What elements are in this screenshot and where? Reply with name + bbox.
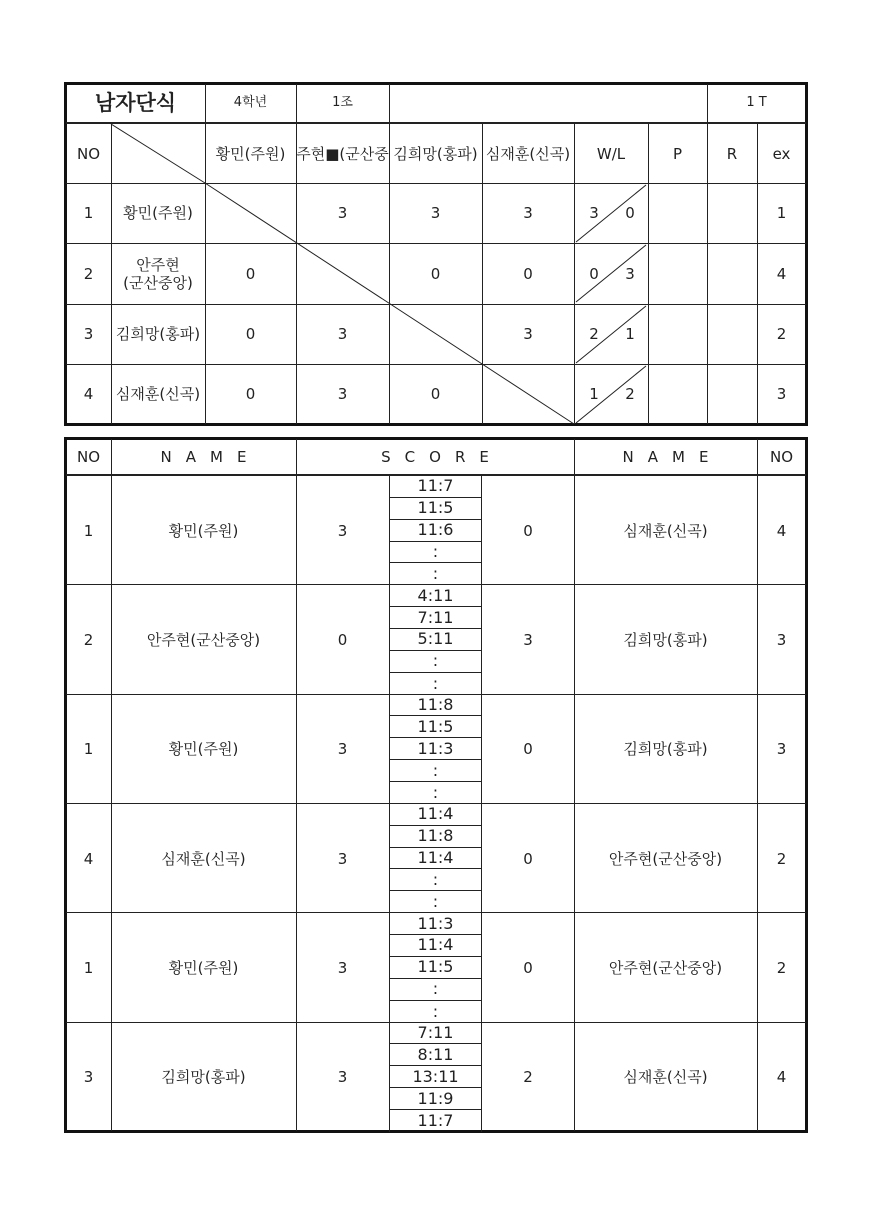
game-score: 11:5 bbox=[389, 498, 482, 520]
col-player-2: 주현■(군산중 bbox=[296, 144, 389, 163]
col-player-3: 김희망(홍파) bbox=[393, 144, 478, 163]
match-name-left: 황민(주원) bbox=[168, 740, 239, 759]
match-score-right: 3 bbox=[523, 630, 533, 649]
col-no: NO bbox=[76, 144, 101, 163]
col-r: R bbox=[726, 144, 738, 163]
game-score: 11:4 bbox=[389, 935, 482, 957]
rr-ex: 4 bbox=[776, 264, 787, 283]
col-player-1: 황민(주원) bbox=[215, 144, 286, 163]
rr-score: 0 bbox=[245, 264, 256, 283]
rr-row-no: 2 bbox=[83, 264, 94, 283]
game-score: 11:9 bbox=[389, 1088, 482, 1110]
game-score: 7:11 bbox=[389, 1023, 482, 1045]
match-name-right: 김희망(홍파) bbox=[623, 740, 708, 759]
game-score: 13:11 bbox=[389, 1066, 482, 1088]
col-wl: W/L bbox=[596, 144, 626, 163]
match-name-right: 김희망(홍파) bbox=[623, 630, 708, 649]
match-no-right: 4 bbox=[776, 521, 787, 540]
grade-label: 4학년 bbox=[233, 95, 268, 110]
game-score: : bbox=[389, 651, 482, 673]
game-score: 11:7 bbox=[389, 476, 482, 498]
game-score: : bbox=[432, 564, 439, 584]
game-score: 11:8 bbox=[389, 695, 482, 717]
match-no-left: 4 bbox=[83, 849, 94, 868]
rr-score: 3 bbox=[337, 204, 348, 222]
game-score: 11:3 bbox=[389, 738, 482, 760]
rr-wins: 3 bbox=[589, 204, 599, 222]
event-title: 남자단식 bbox=[94, 91, 177, 115]
rr-losses: 0 bbox=[625, 204, 635, 222]
rr-row-no: 3 bbox=[83, 325, 94, 343]
game-score: 11:4 bbox=[389, 804, 482, 826]
match-name-right: 안주현(군산중앙) bbox=[608, 958, 723, 977]
match-score-left: 3 bbox=[337, 849, 348, 868]
rr-ex: 2 bbox=[776, 325, 787, 343]
rr-row-name bbox=[111, 243, 205, 304]
game-score: 11:8 bbox=[389, 826, 482, 848]
match-no-right: 3 bbox=[776, 630, 787, 649]
rr-row-no: 4 bbox=[83, 385, 94, 403]
game-score: : bbox=[389, 760, 482, 782]
match-no-right: 2 bbox=[776, 849, 787, 868]
match-score-right: 2 bbox=[523, 1068, 533, 1087]
match-name-left: 황민(주원) bbox=[168, 958, 239, 977]
match-score-right: 0 bbox=[523, 849, 533, 868]
game-score: 11:7 bbox=[417, 1110, 454, 1130]
match-no-left: 1 bbox=[83, 958, 94, 977]
game-score: : bbox=[389, 542, 482, 564]
game-score: : bbox=[432, 892, 439, 912]
rr-row-name-line1: 안주현 bbox=[136, 255, 180, 274]
match-no-right: 4 bbox=[776, 1068, 787, 1087]
rr-score: 0 bbox=[245, 385, 256, 403]
match-name-left: 김희망(홍파) bbox=[161, 1068, 246, 1087]
match-score-right: 0 bbox=[523, 958, 533, 977]
game-score: 4:11 bbox=[389, 585, 482, 607]
game-score: 7:11 bbox=[389, 607, 482, 629]
col-player-4: 심재훈(신곡) bbox=[485, 144, 571, 163]
game-score: 11:4 bbox=[389, 848, 482, 870]
rr-losses: 3 bbox=[625, 264, 635, 283]
match-no-left: 3 bbox=[83, 1068, 94, 1087]
rr-row-no: 1 bbox=[83, 204, 94, 222]
rr-score: 3 bbox=[430, 204, 441, 222]
match-score-left: 0 bbox=[337, 630, 348, 649]
game-score: 5:11 bbox=[389, 629, 482, 651]
match-score-right: 0 bbox=[523, 740, 533, 759]
rr-losses: 2 bbox=[625, 385, 635, 403]
rr-row-name-line2: (군산중앙) bbox=[123, 273, 193, 292]
match-col-no-left: NO bbox=[76, 447, 101, 466]
rr-score: 3 bbox=[523, 204, 533, 222]
match-name-left: 심재훈(신곡) bbox=[161, 849, 246, 868]
match-name-right: 안주현(군산중앙) bbox=[608, 849, 723, 868]
game-score: : bbox=[432, 782, 439, 802]
rr-score: 0 bbox=[430, 264, 441, 283]
rr-row-name: 심재훈(신곡) bbox=[115, 385, 201, 403]
match-score-left: 3 bbox=[337, 1068, 348, 1087]
match-name-right: 심재훈(신곡) bbox=[623, 521, 708, 540]
match-col-name-left: NAME bbox=[160, 447, 261, 466]
group-label: 1조 bbox=[332, 95, 353, 110]
col-p: P bbox=[672, 144, 683, 163]
rr-ex: 1 bbox=[776, 204, 787, 222]
game-score: 8:11 bbox=[389, 1044, 482, 1066]
match-score-right: 0 bbox=[523, 521, 533, 540]
rr-losses: 1 bbox=[625, 325, 635, 343]
match-col-score: SCORE bbox=[381, 447, 503, 466]
match-name-right: 심재훈(신곡) bbox=[623, 1068, 708, 1087]
rr-wins: 2 bbox=[589, 325, 599, 343]
match-score-left: 3 bbox=[337, 521, 348, 540]
rr-wins: 0 bbox=[589, 264, 599, 283]
header-blank bbox=[389, 84, 707, 122]
rr-score: 0 bbox=[245, 325, 256, 343]
game-score: 11:5 bbox=[389, 957, 482, 979]
rr-score: 3 bbox=[337, 325, 348, 343]
match-col-name-right: NAME bbox=[622, 447, 723, 466]
game-score: 11:5 bbox=[389, 716, 482, 738]
game-score: 11:3 bbox=[389, 913, 482, 935]
game-score: 11:6 bbox=[389, 520, 482, 542]
table-number: 1 T bbox=[746, 95, 767, 110]
rr-score: 3 bbox=[337, 385, 348, 403]
game-score: : bbox=[389, 979, 482, 1001]
match-no-left: 1 bbox=[83, 521, 94, 540]
match-no-left: 1 bbox=[83, 740, 94, 759]
match-name-left: 황민(주원) bbox=[168, 521, 239, 540]
rr-score: 0 bbox=[523, 264, 533, 283]
rr-row-name: 황민(주원) bbox=[123, 204, 193, 222]
match-no-right: 2 bbox=[776, 958, 787, 977]
game-score: : bbox=[432, 1001, 439, 1021]
rr-wins: 1 bbox=[589, 385, 599, 403]
rr-score: 3 bbox=[523, 325, 533, 343]
match-no-left: 2 bbox=[83, 630, 94, 649]
match-no-right: 3 bbox=[776, 740, 787, 759]
match-col-no-right: NO bbox=[769, 447, 794, 466]
match-score-left: 3 bbox=[337, 740, 348, 759]
match-score-left: 3 bbox=[337, 958, 348, 977]
game-score: : bbox=[432, 673, 439, 693]
rr-score: 0 bbox=[430, 385, 441, 403]
game-score: : bbox=[389, 869, 482, 891]
col-ex: ex bbox=[772, 144, 791, 163]
rr-row-name: 김희망(홍파) bbox=[115, 325, 201, 343]
rr-ex: 3 bbox=[776, 385, 787, 403]
match-name-left: 안주현(군산중앙) bbox=[146, 630, 261, 649]
